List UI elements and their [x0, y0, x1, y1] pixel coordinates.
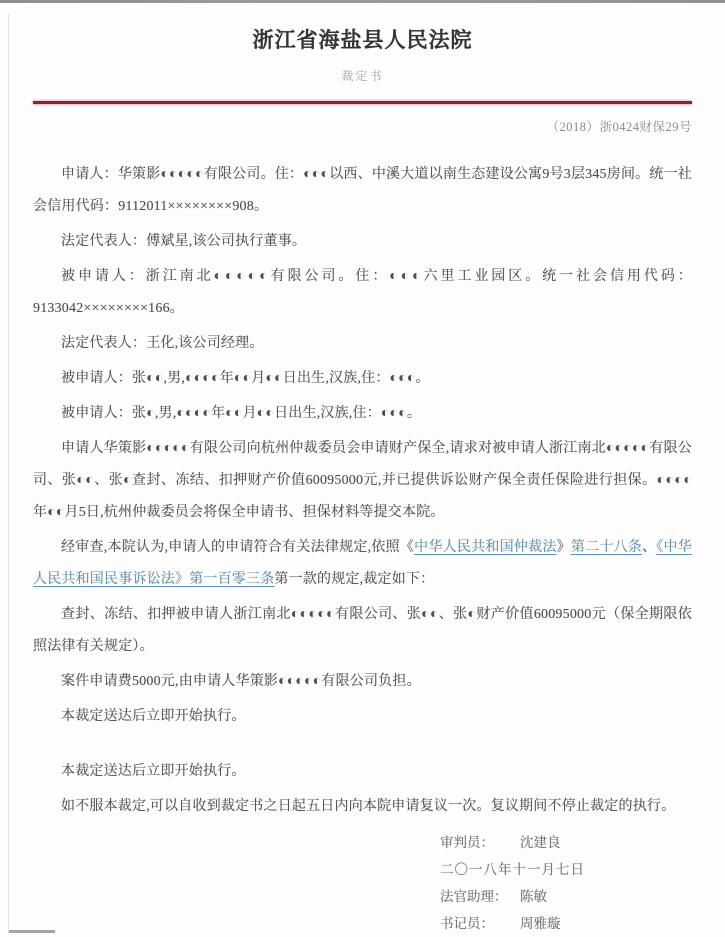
assistant-name: 陈敏: [520, 889, 547, 904]
link-article-103[interactable]: 第一百零三条: [189, 572, 275, 587]
document-body: [33, 159, 692, 823]
paragraph-fee: 案件申请费5000元,由申请人华策影◐◐◐◐◐有限公司负担。: [61, 674, 421, 689]
judge-label: 审判员：: [440, 835, 494, 850]
paragraph-legal-rep-2: 法定代表人：王化,该公司经理。: [61, 336, 264, 351]
ruling-date: 二〇一八年十一月七日: [440, 862, 585, 877]
case-number: （2018）浙0424财保29号: [546, 120, 692, 134]
clerk-name: 周雅璇: [520, 916, 561, 931]
doc-type-subtitle: 裁定书: [341, 69, 384, 83]
paragraph-application-facts: 申请人华策影◐◐◐◐◐有限公司向杭州仲裁委员会申请财产保全,请求对被申请人浙江南北◐◐◐◐◐有限公司、张◐◐、张◐查封、冻结、扣押财产价值60095000元,并已提供诉讼财产保全责任保险进行担保。◐◐◐◐年◐◐月5日,杭州仲裁委员会将保全申请书、担保材料等提交本院。: [33, 441, 692, 520]
legal-basis-intro: 经审查,本院认为,申请人的申请符合有关法律规定,依照《: [61, 540, 415, 555]
legal-basis-close-bracket: 》: [556, 540, 571, 555]
assistant-label: 法官助理：: [440, 889, 508, 904]
legal-basis-outro: 第一款的规定,裁定如下：: [274, 572, 435, 587]
legal-basis-separator: 、: [642, 540, 657, 555]
court-title: 浙江省海盐县人民法院: [252, 28, 473, 52]
link-civil-procedure-law[interactable]: 《中华人民共和国民事诉讼法》: [33, 540, 693, 587]
paragraph-legal-rep-1: 法定代表人：傅斌星,该公司执行董事。: [61, 234, 307, 249]
paragraph-respondent-person-1: 被申请人：张◐◐,男,◐◐◐◐年◐◐月◐◐日出生,汉族,住：◐◐◐。: [61, 371, 430, 386]
judge-name: 沈建良: [520, 835, 561, 850]
paragraph-execution-2: 本裁定送达后立即开始执行。: [61, 764, 246, 779]
date-row: [440, 856, 640, 883]
paragraph-applicant: 申请人：华策影◐◐◐◐◐有限公司。住：◐◐◐以西、中溪大道以南生态建设公寓9号3层345房间。统一社会信用代码：9112011××××××××908。: [33, 167, 692, 214]
paragraph-execution-1: 本裁定送达后立即开始执行。: [61, 709, 246, 724]
judge-row: [440, 829, 640, 856]
paragraph-respondent-company: 被申请人：浙江南北◐◐◐◐◐有限公司。住：◐◐◐六里工业园区。统一社会信用代码：9133042××××××××166。: [33, 269, 692, 316]
link-article-28[interactable]: 第二十八条: [570, 540, 643, 555]
paragraph-appeal-notice: 如不服本裁定,可以自收到裁定书之日起五日内向本院申请复议一次。复议期间不停止裁定的执行。: [61, 799, 676, 814]
assistant-row: [440, 883, 640, 910]
paragraph-ruling-seizure: 查封、冻结、扣押被申请人浙江南北◐◐◐◐◐有限公司、张◐◐、张◐财产价值60095000元（保全期限依照法律有关规定）。: [33, 607, 692, 654]
clerk-label: 书记员：: [440, 916, 494, 931]
paragraph-legal-basis: [33, 532, 692, 596]
paragraph-respondent-person-2: 被申请人：张◐,男,◐◐◐◐年◐◐月◐◐日出生,汉族,住：◐◐◐。: [61, 406, 422, 421]
link-arbitration-law[interactable]: 中华人民共和国仲裁法: [414, 540, 557, 555]
red-divider-line: [33, 101, 692, 104]
signature-block: [440, 829, 640, 937]
